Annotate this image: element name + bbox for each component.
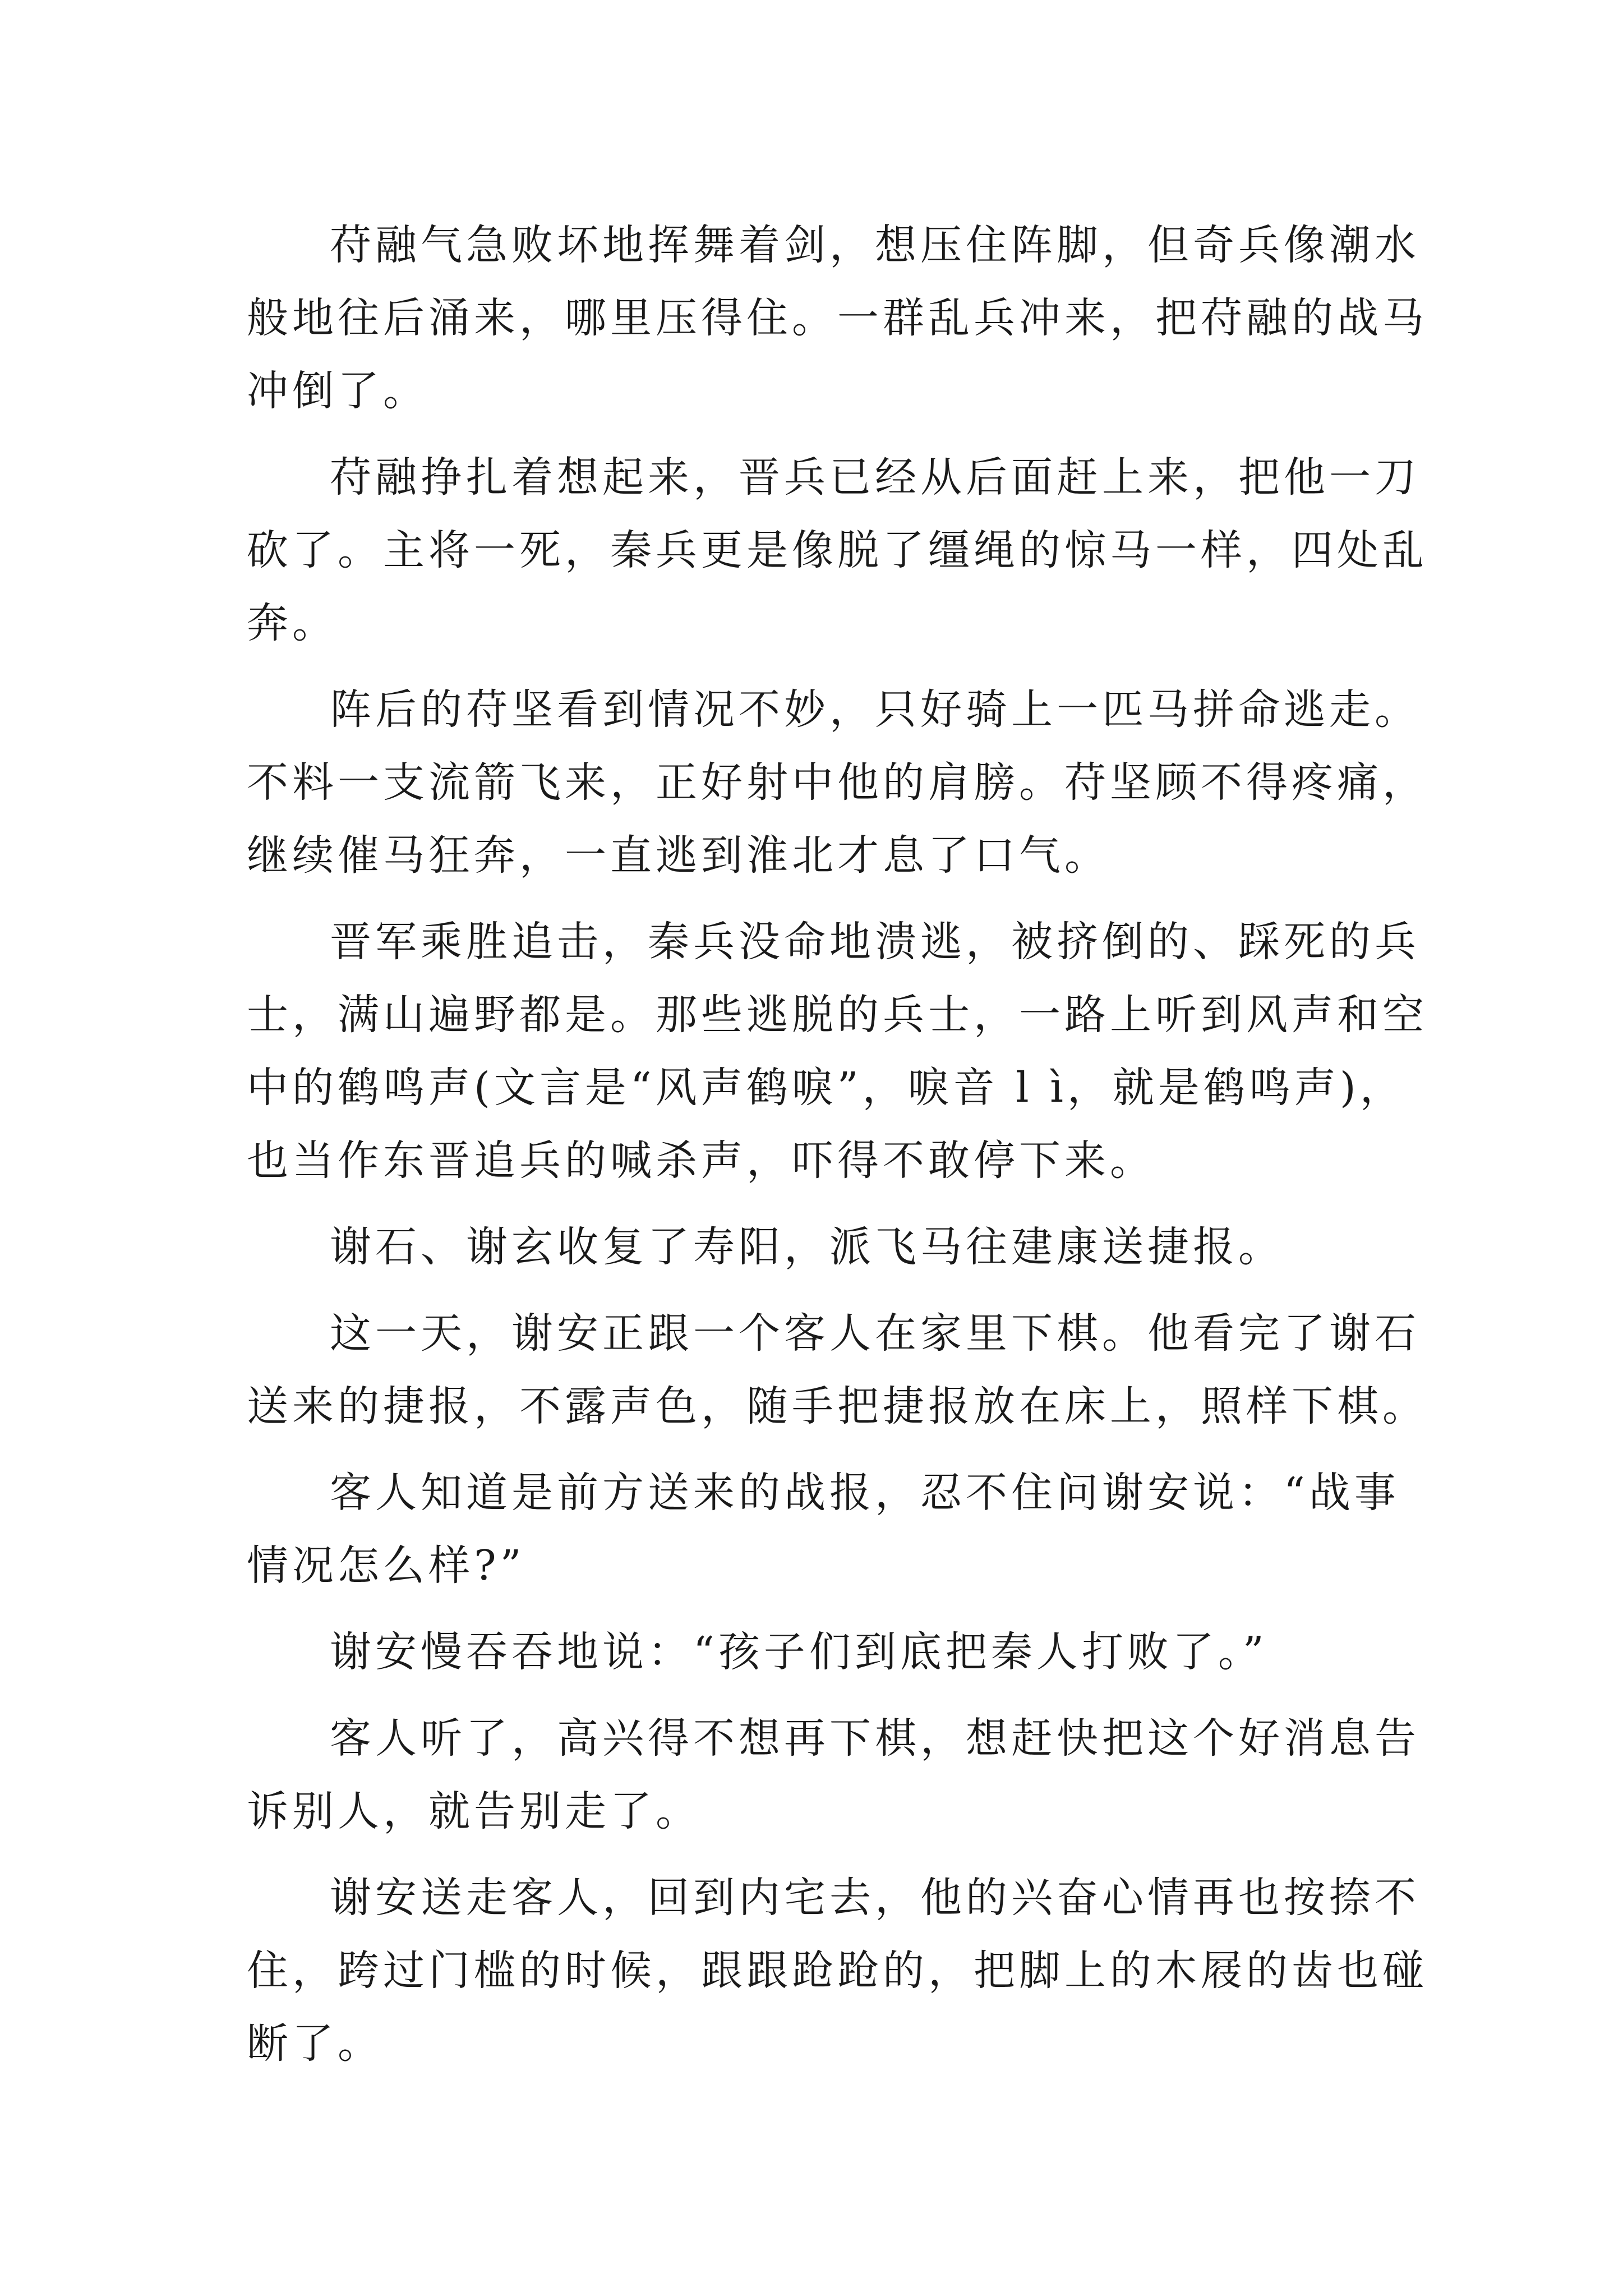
text-line: 客人知道是前方送来的战报，忍不住问谢安说：“战事 — [330, 1469, 1400, 1517]
text-line: 诉别人，就告别走了。 — [247, 1787, 701, 1835]
text-line: 奔。 — [247, 599, 338, 647]
text-line: 苻融挣扎着想起来，晋兵已经从后面赶上来，把他一刀 — [330, 453, 1420, 501]
text-line: 不料一支流箭飞来，正好射中他的肩膀。苻坚顾不得疼痛， — [247, 758, 1428, 807]
text-line: 情况怎么样?” — [247, 1542, 525, 1590]
text-line: 送来的捷报，不露声色，随手把捷报放在床上，照样下棋。 — [247, 1382, 1428, 1430]
text-line: 这一天，谢安正跟一个客人在家里下棋。他看完了谢石 — [330, 1309, 1420, 1358]
text-line: 砍了。主将一死，秦兵更是像脱了缰绳的惊马一样，四处乱 — [247, 526, 1428, 574]
paragraph-10 — [247, 1861, 1428, 2080]
paragraph-9 — [247, 1702, 1420, 1848]
text-line: 谢安慢吞吞地说：“孩子们到底把秦人打败了。” — [330, 1628, 1268, 1676]
text-line: 中的鹤鸣声(文言是“风声鹤唳”，唳音 l ì，就是鹤鸣声)， — [247, 1064, 1405, 1112]
text-line: 断了。 — [247, 2019, 383, 2068]
paragraph-3 — [247, 673, 1428, 892]
paragraph-8 — [247, 1616, 1385, 1688]
paragraph-6 — [247, 1297, 1428, 1443]
paragraph-7 — [247, 1456, 1400, 1602]
document-body — [247, 209, 1428, 2093]
paragraph-1 — [247, 209, 1428, 427]
text-line: 谢石、谢玄收复了寿阳，派飞马往建康送捷报。 — [330, 1223, 1284, 1271]
text-line: 客人听了，高兴得不想再下棋，想赶快把这个好消息告 — [330, 1714, 1420, 1763]
text-line: 继续催马狂奔，一直逃到淮北才息了口气。 — [247, 831, 1110, 880]
paragraph-4 — [247, 905, 1428, 1197]
text-line: 也当作东晋追兵的喊杀声，吓得不敢停下来。 — [247, 1137, 1155, 1185]
text-line: 冲倒了。 — [247, 367, 428, 415]
text-line: 苻融气急败坏地挥舞着剑，想压住阵脚，但奇兵像潮水 — [330, 221, 1420, 269]
paragraph-2 — [247, 441, 1428, 660]
text-line: 士，满山遍野都是。那些逃脱的兵士，一路上听到风声和空 — [247, 991, 1428, 1039]
paragraph-5 — [247, 1211, 1385, 1283]
text-line: 阵后的苻坚看到情况不妙，只好骑上一匹马拼命逃走。 — [330, 685, 1420, 734]
text-line: 晋军乘胜追击，秦兵没命地溃逃，被挤倒的、踩死的兵 — [330, 918, 1420, 966]
text-line: 般地往后涌来，哪里压得住。一群乱兵冲来，把苻融的战马 — [247, 294, 1428, 342]
text-line: 住，跨过门槛的时候，跟跟跄跄的，把脚上的木屐的齿也碰 — [247, 1947, 1428, 1995]
text-line: 谢安送走客人，回到内宅去，他的兴奋心情再也按捺不 — [330, 1874, 1420, 1922]
